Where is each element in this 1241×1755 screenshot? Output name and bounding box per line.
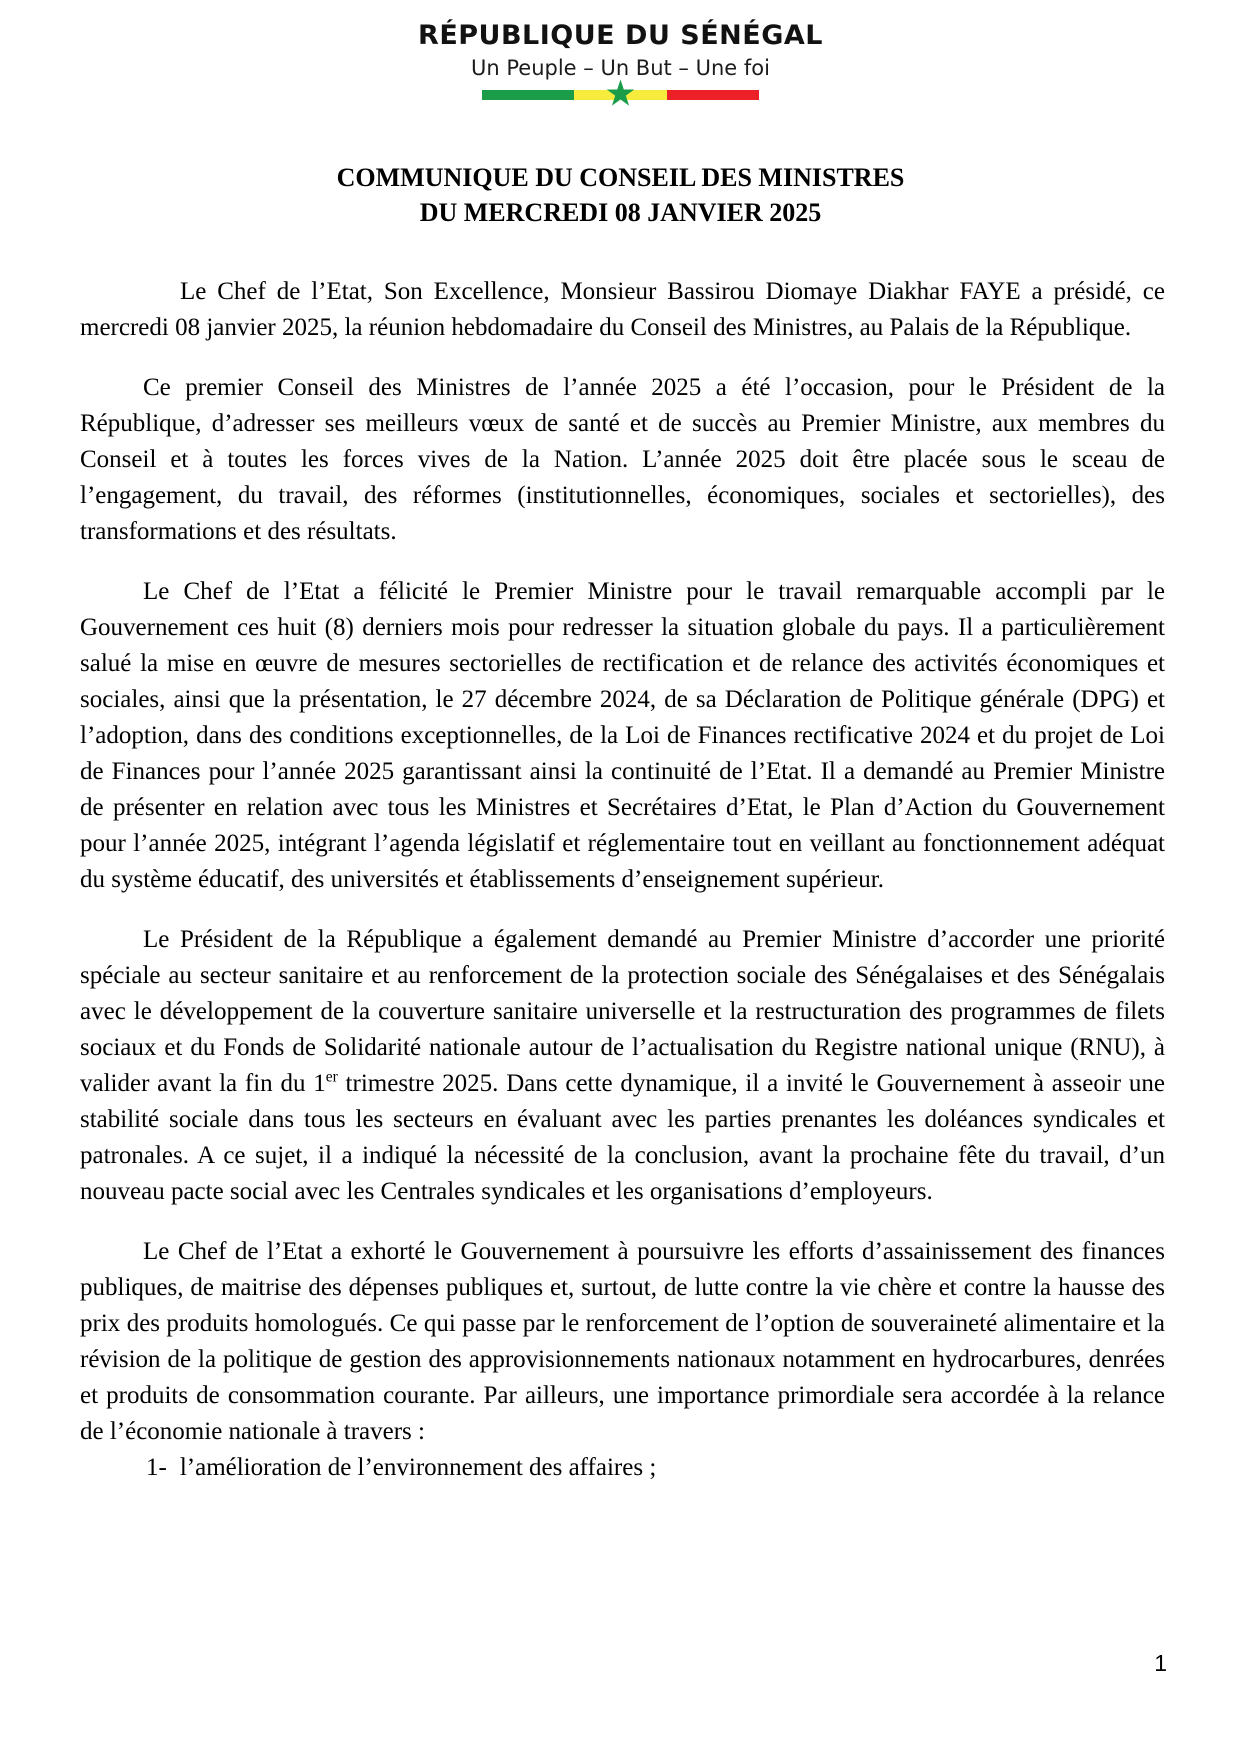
paragraph-finances-publiques: Le Chef de l’Etat a exhorté le Gouvernement à poursuivre les efforts d’assainissement des finances publiques, de maitrise des dépenses publiques et, surtout, de lutte contre la vie chère et contre la hausse des prix des produits homologués. Ce qui passe par le renforcement de l’option de souveraineté alimentaire et la révision de la politique de gestion des approvisionnements nationaux notamment en hydrocarbures, denrées et produits de consommation courante. Par ailleurs, une importance primordiale sera accordée à la relance de l’économie nationale à travers : xyxy=(80,1238,1165,1445)
list-item-1 xyxy=(80,1450,1165,1486)
star-icon: ★ xyxy=(604,73,637,115)
paragraph-opening: Le Chef de l’Etat, Son Excellence, Monsieur Bassirou Diomaye Diakhar FAYE a présidé, ce mercredi 08 janvier 2025, la réunion hebdomadaire du Conseil des Ministres, au Palais de la République. xyxy=(80,278,1165,341)
document-title-line2: DU MERCREDI 08 JANVIER 2025 xyxy=(419,198,822,227)
ordinal-superscript: er xyxy=(325,1068,338,1086)
list-item-1-text: l’amélioration de l’environnement des affaires ; xyxy=(179,1454,657,1481)
paragraph-protection-sociale-text-before: Le Président de la République a également demandé au Premier Ministre d’accorder une priorité spéciale au secteur sanitaire et au renforcement de la protection sociale des Sénégalaises et des Sénégalais avec le développement de la couverture sanitaire universelle et la restructuration des programmes de filets sociaux et du Fonds de Solidarité nationale autour de l’actualisation du Registre national unique (RNU), à valider avant la fin du 1 xyxy=(80,926,1165,1097)
flag-red-band xyxy=(667,90,759,100)
paragraph-felicitations-pm: Le Chef de l’Etat a félicité le Premier Ministre pour le travail remarquable accompli par le Gouvernement ces huit (8) derniers mois pour redresser la situation globale du pays. Il a particulièrement salué la mise en œuvre de mesures sectorielles de rectification et de relance des activités économiques et sociales, ainsi que la présentation, le 27 décembre 2024, de sa Déclaration de Politique générale (DPG) et l’adoption, dans des conditions exceptionnelles, de la Loi de Finances rectificative 2024 et du projet de Loi de Finances pour l’année 2025 garantissant ainsi la continuité de l’Etat. Il a demandé au Premier Ministre de présenter en relation avec tous les Ministres et Secrétaires d’Etat, le Plan d’Action du Gouvernement pour l’année 2025, intégrant l’agenda législatif et réglementaire tout en veillant au fonctionnement adéquat du système éducatif, des universités et établissements d’enseignement supérieur. xyxy=(80,578,1165,893)
paragraph-protection-sociale-text-after: trimestre 2025. Dans cette dynamique, il a invité le Gouvernement à asseoir une stabilité sociale dans tous les secteurs en évaluant avec les parties prenantes les doléances syndicales et patronales. A ce sujet, il a indiqué la nécessité de la conclusion, avant la prochaine fête du travail, d’un nouveau pacte social avec les Centrales syndicales et les organisations d’employeurs. xyxy=(80,1070,1165,1205)
document-title-line1: COMMUNIQUE DU CONSEIL DES MINISTRES xyxy=(336,163,905,192)
list-item-1-marker: 1- xyxy=(146,1454,167,1481)
document-body xyxy=(80,274,1165,1486)
page-number: 1 xyxy=(1154,1650,1167,1676)
flag-green-band xyxy=(482,90,574,100)
national-motto: Un Peuple – Un But – Une foi xyxy=(471,56,770,80)
document-title xyxy=(0,160,1241,230)
paragraph-voeux-2025: Ce premier Conseil des Ministres de l’année 2025 a été l’occasion, pour le Président de la République, d’adresser ses meilleurs vœux de santé et de succès au Premier Ministre, aux membres du Conseil et à toutes les forces vives de la Nation. L’année 2025 doit être placée sous le sceau de l’engagement, du travail, des réformes (institutionnelles, économiques, sociales et sectorielles), des transformations et des résultats. xyxy=(80,374,1165,545)
flag-bar xyxy=(482,73,759,115)
country-name: RÉPUBLIQUE DU SÉNÉGAL xyxy=(418,20,823,51)
national-emblem xyxy=(0,0,1241,115)
paragraph-protection-sociale xyxy=(80,922,1165,1210)
